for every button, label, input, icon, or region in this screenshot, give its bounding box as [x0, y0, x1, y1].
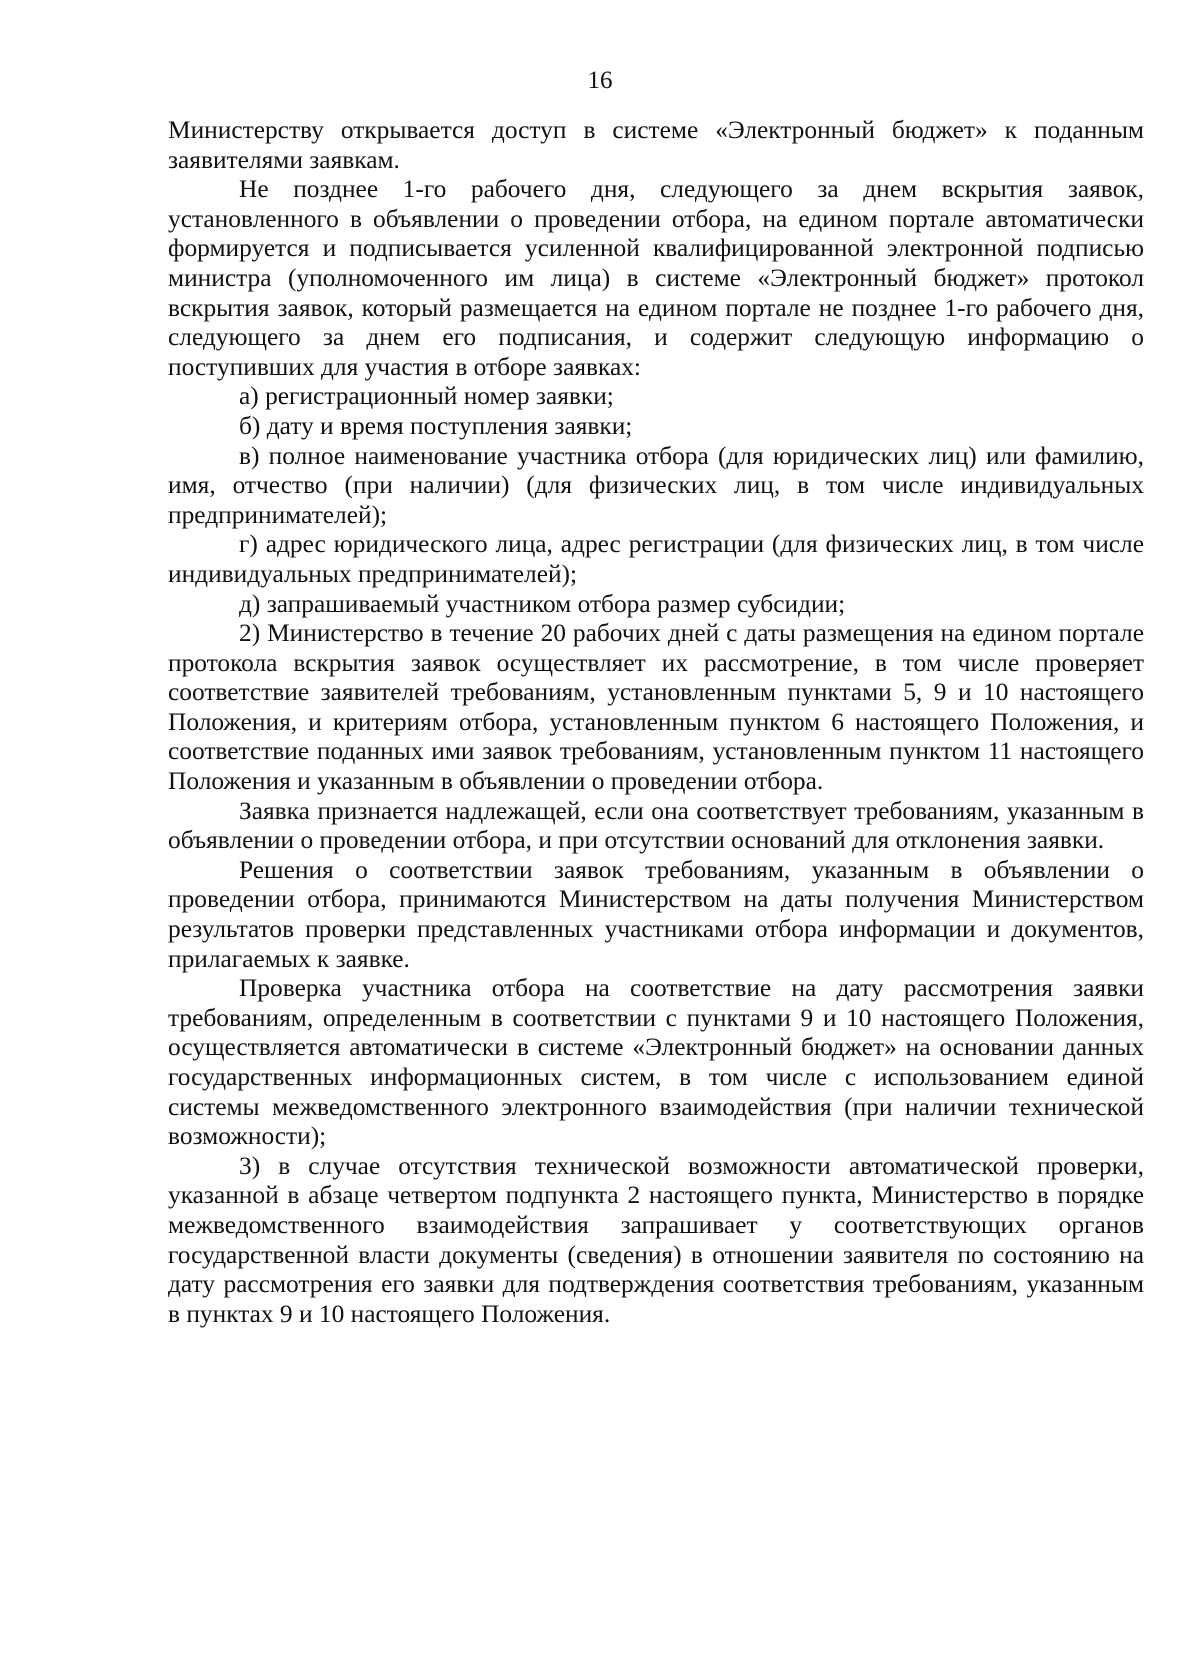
list-item-d: д) запрашиваемый участником отбора размер субсидии; — [239, 589, 846, 618]
list-item-v: в) полное наименование участника отбора (для юридических лиц) или фамилию, имя, отчество (при наличии) (для физических лиц, в том числе индивидуальных предпринимателей); — [168, 441, 1144, 529]
paragraph-protocol: Не позднее 1-го рабочего дня, следующего за днем вскрытия заявок, установленного в объявлении о проведении отбора, на едином портале автоматически формируется и подписывается усиленной квалифицированной электронной подписью министра (уполномоченного им лица) в системе «Электронный бюджет» протокол вскрытия заявок, который размещается на едином портале не позднее 1-го рабочего дня, следующего за днем его подписания, и содержит следующую информацию о поступивших для участия в отборе заявках: — [168, 175, 1144, 381]
paragraph-decisions: Решения о соответствии заявок требованиям, указанным в объявлении о проведении отбора, принимаются Министерством на даты получения Министерством результатов проверки представленных участниками отбора информации и документов, прилагаемых к заявке. — [168, 855, 1144, 973]
list-item-g: г) адрес юридического лица, адрес регистрации (для физических лиц, в том числе индивидуальных предпринимателей); — [168, 530, 1144, 588]
page-number: 16 — [587, 67, 613, 94]
paragraph-access: Министерству открывается доступ в системе «Электронный бюджет» к поданным заявителями заявкам. — [168, 116, 1144, 174]
list-item-b: б) дату и время поступления заявки; — [239, 411, 633, 440]
paragraph-item-3: 3) в случае отсутствия технической возможности автоматической проверки, указанной в абзаце четвертом подпункта 2 настоящего пункта, Министерство в порядке межведомственного взаимодействия запрашивает у соответствующих органов государственной власти документы (сведения) в отношении заявителя по состоянию на дату рассмотрения его заявки для подтверждения соответствия требованиям, указанным в пунктах 9 и 10 настоящего Положения. — [168, 1151, 1144, 1328]
document-body — [168, 116, 1144, 1329]
paragraph-proper-application: Заявка признается надлежащей, если она соответствует требованиям, указанным в объявлении о проведении отбора, и при отсутствии оснований для отклонения заявки. — [168, 796, 1144, 855]
list-item-a: а) регистрационный номер заявки; — [239, 382, 614, 411]
paragraph-item-2: 2) Министерство в течение 20 рабочих дней с даты размещения на едином портале протокола вскрытия заявок осуществляет их рассмотрение, в том числе проверяет соответствие заявителей требованиям, установленным пунктами 5, 9 и 10 настоящего Положения, и критериям отбора, установленным пунктом 6 настоящего Положения, и соответствие поданных ими заявок требованиям, установленным пунктом 11 настоящего Положения и указанным в объявлении о проведении отбора. — [168, 619, 1144, 796]
paragraph-verification: Проверка участника отбора на соответствие на дату рассмотрения заявки требованиям, определенным в соответствии с пунктами 9 и 10 настоящего Положения, осуществляется автоматически в системе «Электронный бюджет» на основании данных государственных информационных систем, в том числе с использованием единой системы межведомственного электронного взаимодействия (при наличии технической возможности); — [168, 974, 1144, 1151]
